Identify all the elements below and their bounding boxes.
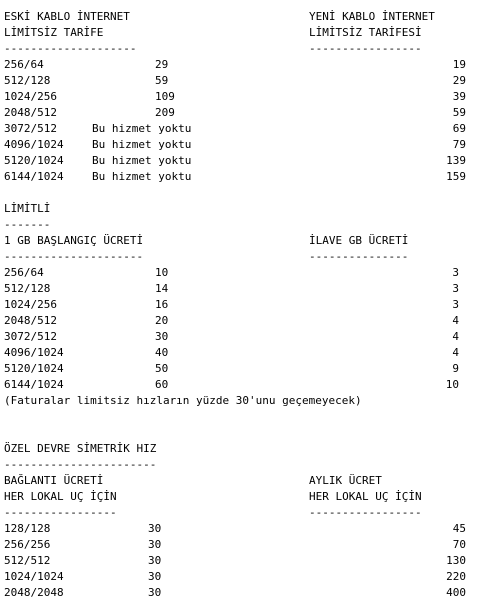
speed-cell: 512/128 — [4, 282, 51, 295]
starting-fee-header: 1 GB BAŞLANGIÇ ÜCRETİ — [4, 234, 144, 247]
speed-cell: 3072/512 — [4, 330, 57, 343]
leased-line-title-rule: ----------------------- — [4, 458, 157, 471]
price-cell: 14 — [155, 282, 169, 295]
monthly-fee-header-line2: HER LOKAL UÇ İÇİN — [309, 490, 422, 503]
price-cell: 9 — [452, 362, 459, 375]
speed-cell: 1024/256 — [4, 298, 57, 311]
price-cell: 29 — [452, 74, 466, 87]
old-cable-rule: -------------------- — [4, 42, 137, 55]
speed-cell: 4096/1024 — [4, 346, 64, 359]
old-cable-title-line1: ESKİ KABLO İNTERNET — [4, 10, 130, 23]
price-cell: 4 — [452, 346, 459, 359]
price-cell: 3 — [452, 298, 459, 311]
leased-line-title: ÖZEL DEVRE SİMETRİK HIZ — [4, 442, 157, 455]
price-cell: 59 — [155, 74, 169, 87]
price-cell: 139 — [446, 154, 466, 167]
price-cell: 60 — [155, 378, 169, 391]
price-cell: 10 — [155, 266, 169, 279]
speed-cell: 4096/1024 — [4, 138, 64, 151]
limited-title: LİMİTLİ — [4, 202, 51, 215]
speed-cell: 6144/1024 — [4, 170, 64, 183]
price-cell: Bu hizmet yoktu — [92, 122, 192, 135]
speed-cell: 5120/1024 — [4, 154, 64, 167]
price-cell: 50 — [155, 362, 169, 375]
price-cell: 130 — [446, 554, 466, 567]
speed-cell: 256/256 — [4, 538, 51, 551]
price-cell: 45 — [452, 522, 466, 535]
extra-gb-header: İLAVE GB ÜCRETİ — [309, 234, 409, 247]
speed-cell: 2048/512 — [4, 314, 57, 327]
price-cell: 79 — [452, 138, 466, 151]
price-cell: 20 — [155, 314, 169, 327]
price-cell: 30 — [155, 330, 169, 343]
speed-cell: 2048/512 — [4, 106, 57, 119]
price-cell: Bu hizmet yoktu — [92, 154, 192, 167]
limited-title-rule: ------- — [4, 218, 51, 231]
new-cable-title-line1: YENİ KABLO İNTERNET — [309, 10, 435, 23]
price-cell: 16 — [155, 298, 169, 311]
price-cell: 30 — [148, 538, 162, 551]
old-cable-title-line2: LİMİTSİZ TARİFE — [4, 26, 104, 39]
price-cell: 4 — [452, 314, 459, 327]
price-cell: 29 — [155, 58, 169, 71]
price-cell: 4 — [452, 330, 459, 343]
price-cell: 109 — [155, 90, 175, 103]
speed-cell: 1024/256 — [4, 90, 57, 103]
speed-cell: 512/128 — [4, 74, 51, 87]
price-cell: 159 — [446, 170, 466, 183]
speed-cell: 3072/512 — [4, 122, 57, 135]
new-cable-rule: ----------------- — [309, 42, 422, 55]
price-cell: Bu hizmet yoktu — [92, 170, 192, 183]
monthly-fee-rule: ----------------- — [309, 506, 422, 519]
price-cell: 3 — [452, 266, 459, 279]
price-cell: 30 — [148, 522, 162, 535]
price-cell: 209 — [155, 106, 175, 119]
speed-cell: 1024/1024 — [4, 570, 64, 583]
speed-cell: 6144/1024 — [4, 378, 64, 391]
price-cell: 59 — [452, 106, 466, 119]
price-cell: 3 — [452, 282, 459, 295]
speed-cell: 128/128 — [4, 522, 51, 535]
speed-cell: 2048/2048 — [4, 586, 64, 599]
new-cable-title-line2: LİMİTSİZ TARİFESİ — [309, 26, 422, 39]
price-cell: 30 — [148, 570, 162, 583]
price-cell: 70 — [452, 538, 466, 551]
speed-cell: 256/64 — [4, 266, 44, 279]
extra-gb-rule: --------------- — [309, 250, 409, 263]
price-cell: Bu hizmet yoktu — [92, 138, 192, 151]
connection-fee-header-line1: BAĞLANTI ÜCRETİ — [4, 474, 104, 487]
speed-cell: 5120/1024 — [4, 362, 64, 375]
connection-fee-rule: ----------------- — [4, 506, 117, 519]
price-cell: 69 — [452, 122, 466, 135]
speed-cell: 256/64 — [4, 58, 44, 71]
price-cell: 400 — [446, 586, 466, 599]
price-cell: 30 — [148, 554, 162, 567]
monthly-fee-header-line1: AYLIK ÜCRET — [309, 474, 382, 487]
limited-note: (Faturalar limitsiz hızların yüzde 30'unu geçemeyecek) — [4, 394, 362, 407]
price-cell: 19 — [452, 58, 466, 71]
connection-fee-header-line2: HER LOKAL UÇ İÇİN — [4, 490, 117, 503]
price-cell: 220 — [446, 570, 466, 583]
price-cell: 10 — [445, 378, 459, 391]
price-cell: 40 — [155, 346, 169, 359]
price-cell: 30 — [148, 586, 162, 599]
price-cell: 39 — [452, 90, 466, 103]
starting-fee-rule: --------------------- — [4, 250, 144, 263]
speed-cell: 512/512 — [4, 554, 51, 567]
